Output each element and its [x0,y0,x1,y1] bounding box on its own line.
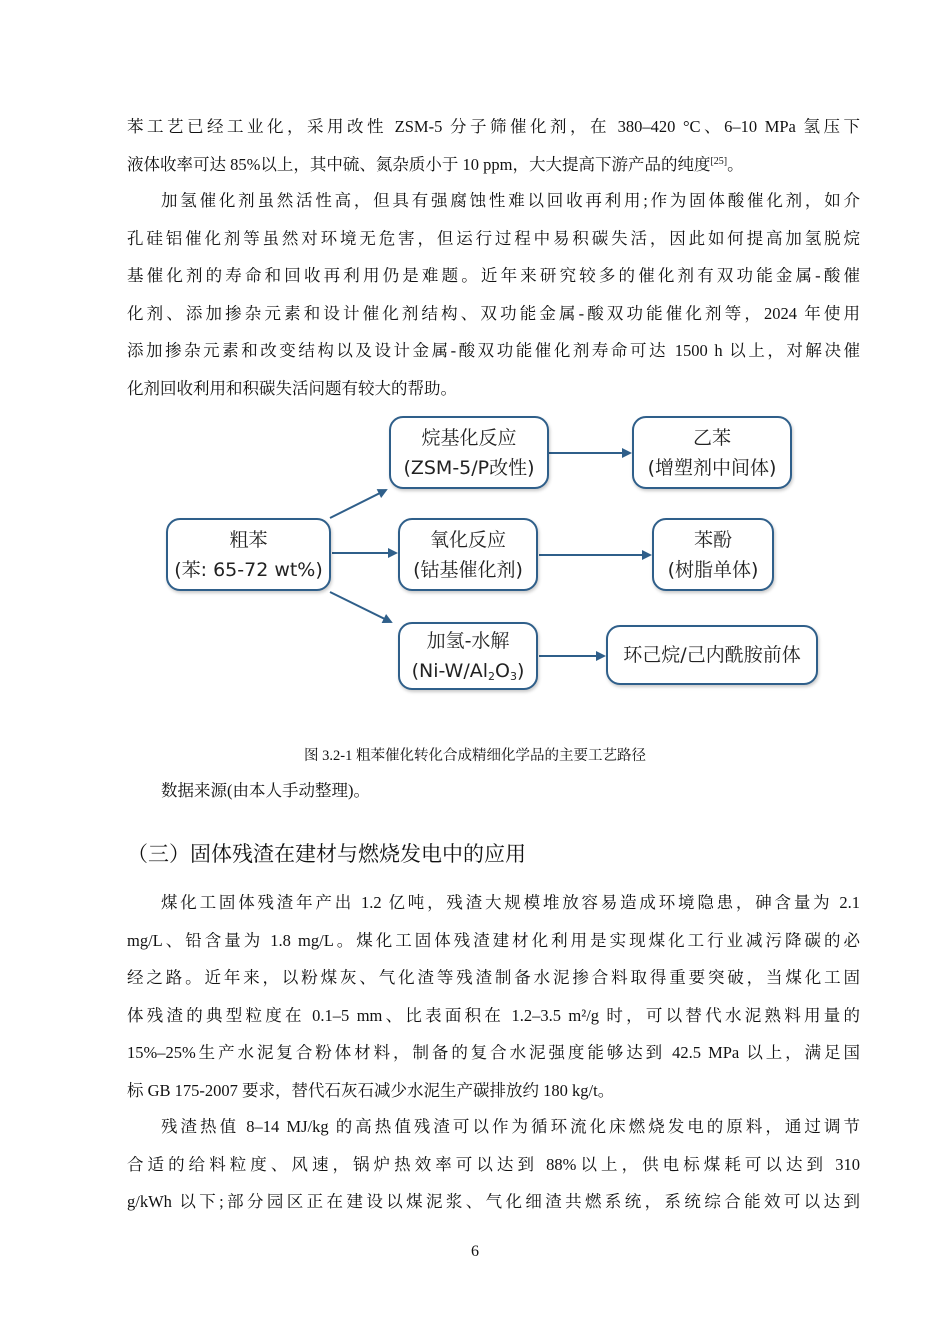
node-subtitle: (树脂单体) [667,558,759,581]
formula-part: ) [517,660,525,682]
cyclohexane-node [606,625,818,685]
text-line: 孔硅铝催化剂等虽然对环境无危害，但运行过程中易积碳失活，因此如何提高加氢脱烷 [127,228,860,248]
text-line: 添加掺杂元素和改变结构以及设计金属-酸双功能催化剂寿命可达 1500 h 以上，对解决催 [127,341,860,360]
text-line: 标 GB 175-2007 要求，替代石灰石减少水泥生产碳排放约 180 kg/t。 [127,1080,615,1100]
node-title: 环己烷/己内酰胺前体 [623,644,801,666]
subscript: 2 [488,670,496,683]
text-line: 体残渣的典型粒度在 0.1–5 mm、比表面积在 1.2–3.5 m²/g 时，可以替代水泥熟料用量的 [127,1005,860,1025]
text-line: 加氢催化剂虽然活性高，但具有强腐蚀性难以回收再利用;作为固体酸催化剂，如介 [161,191,860,210]
arrow-to-hydrolysis [330,592,391,622]
alkylation-node [389,416,549,489]
text-line: 煤化工固体残渣年产出 1.2 亿吨，残渣大规模堆放容易造成环境隐患，砷含量为 2.1 [161,893,860,912]
formula-part: (Ni-W/Al [411,660,489,682]
node-title: 烷基化反应 [421,426,517,449]
text-line: 化剂、添加掺杂元素和设计催化剂结构、双功能金属-酸双功能催化剂等，2024 年使用 [127,303,860,323]
process-flow-diagram [0,408,950,708]
figure-caption: 图 3.2-1 粗苯催化转化合成精细化学品的主要工艺路径 [304,748,646,764]
text-line: 15%–25%生产水泥复合粉体材料，制备的复合水泥强度能够达到 42.5 MPa 以上，满足国 [127,1043,860,1062]
text-line: 残渣热值 8–14 MJ/kg 的高热值残渣可以作为循环流化床燃烧发电的原料，通过调节 [161,1117,860,1136]
text-line: mg/L、铅含量为 1.8 mg/L。煤化工固体残渣建材化利用是实现煤化工行业减污降碳的必 [127,930,860,950]
node-subtitle: (ZSM-5/P改性) [403,456,535,479]
section-heading: （三）固体残渣在建材与燃烧发电中的应用 [127,842,526,866]
text-line: 合适的给料粒度、风速，锅炉热效率可以达到 88%以上，供电标煤耗可以达到 310 [127,1154,860,1174]
text-span: 液体收率可达 85%以上，其中硫、氮杂质小于 10 ppm，大大提高下游产品的纯度 [127,154,711,174]
citation: [25] [710,155,728,167]
node-title: 苯酚 [693,528,732,551]
paragraph-2 [127,182,860,407]
subscript: 3 [510,670,517,683]
node-subtitle: (苯: 65-72 wt%) [174,558,323,581]
node-title: 粗苯 [229,528,268,551]
text-line: 经之路。近年来，以粉煤灰、气化渣等残渣制备水泥掺合料取得重要突破，当煤化工固 [127,968,860,987]
text-line [127,146,860,184]
hydrolysis-node [398,622,538,690]
phenol-node [652,518,774,591]
node-subtitle: (增塑剂中间体) [647,456,777,479]
node-subtitle: (钴基催化剂) [413,558,523,581]
text-line: g/kWh 以下;部分园区正在建设以煤泥浆、气化细渣共燃系统，系统综合能效可以达到 [127,1192,860,1211]
page-number: 6 [471,1243,479,1260]
text-line: 基催化剂的寿命和回收再利用仍是难题。近年来研究较多的催化剂有双功能金属-酸催 [127,266,860,285]
paragraph-1 [127,108,860,183]
arrow-to-alkylation [330,490,386,518]
crude-benzene-node [166,518,331,591]
ethylbenzene-node [632,416,792,489]
node-title: 加氢-水解 [426,630,510,652]
oxidation-node [398,518,538,591]
data-source-note: 数据来源(由本人手动整理)。 [161,781,370,800]
formula-part: O [495,660,510,682]
node-title: 乙苯 [692,426,731,449]
node-subtitle [400,656,536,686]
text-span: 。 [727,154,744,174]
text-line: 化剂回收利用和积碳失活问题有较大的帮助。 [127,378,457,398]
node-title: 氧化反应 [429,528,506,551]
text-line: 苯工艺已经工业化，采用改性 ZSM-5 分子筛催化剂，在 380–420 °C、6–10 MPa 氢压下 [127,117,860,136]
paragraph-3 [127,884,860,1109]
paragraph-4 [127,1108,860,1221]
